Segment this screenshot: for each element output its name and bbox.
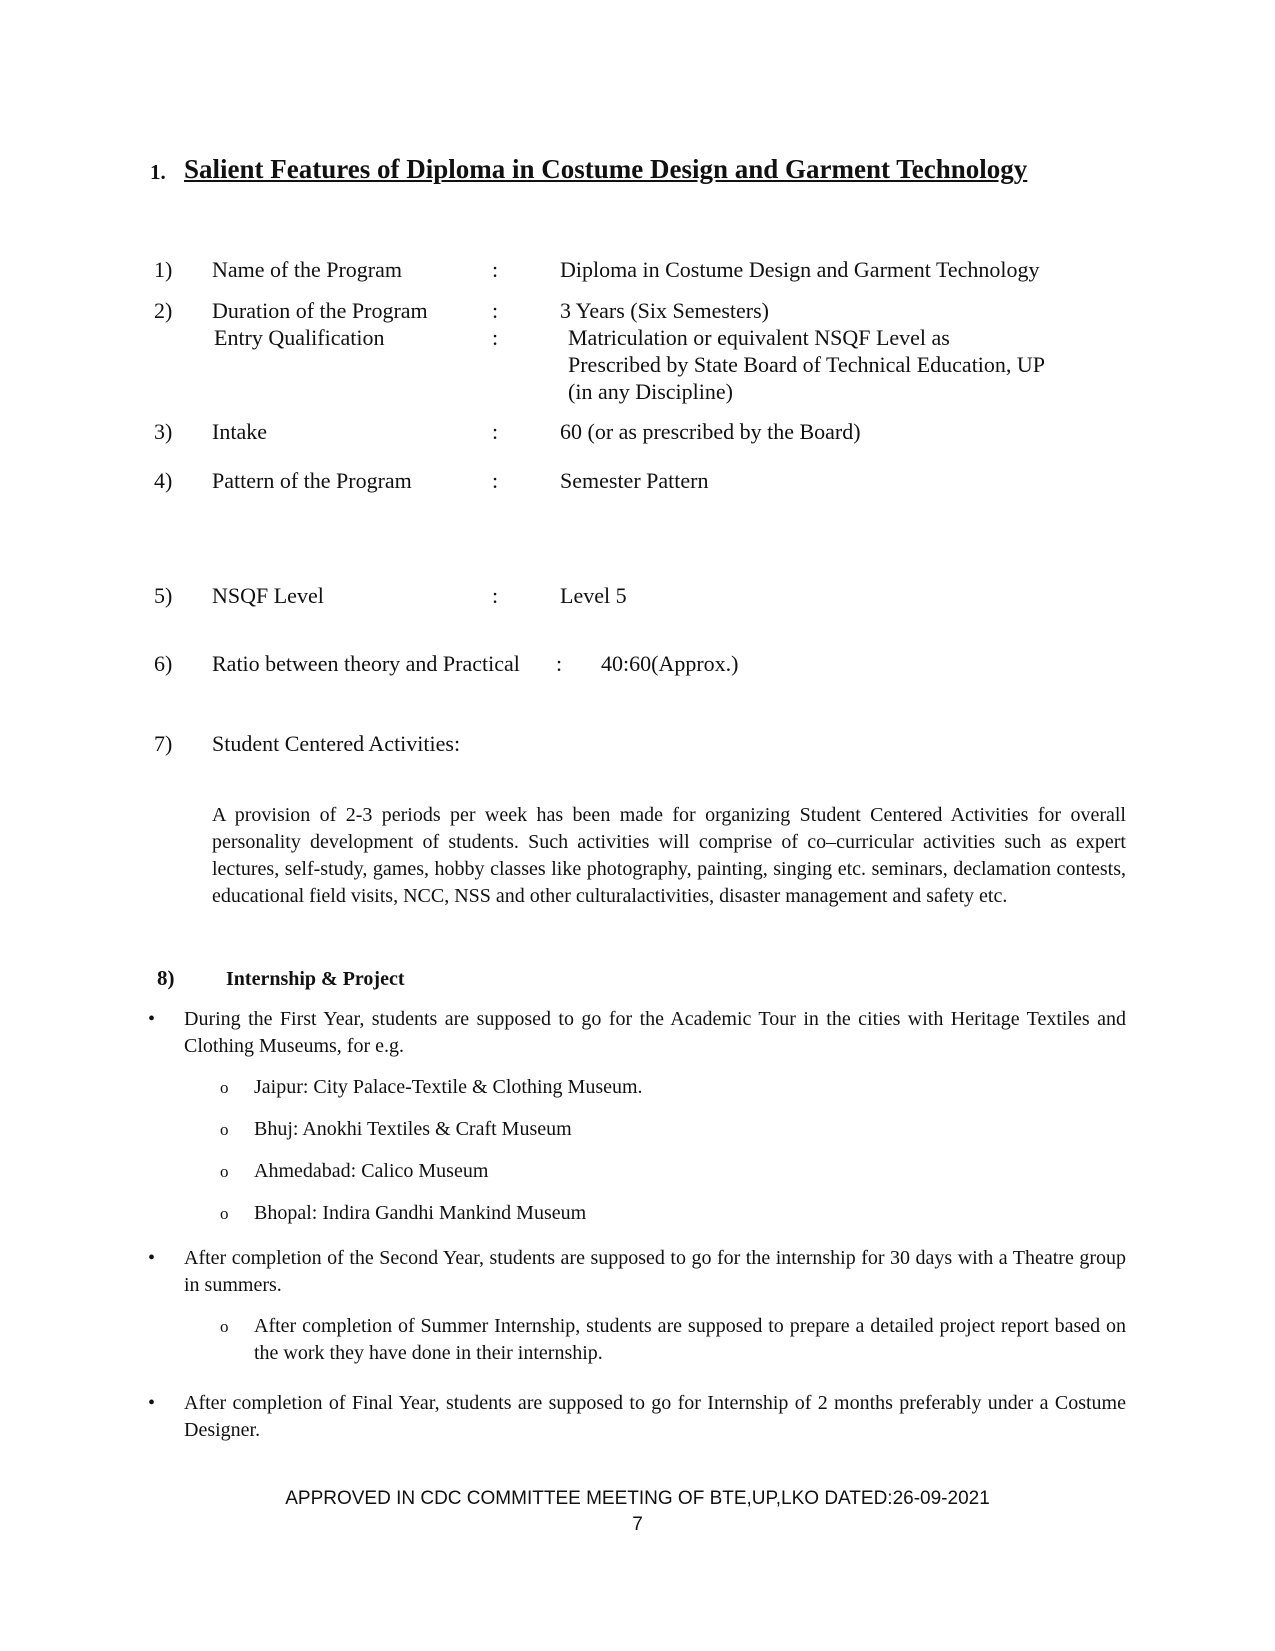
museum-item: Ahmedabad: Calico Museum — [254, 1160, 489, 1182]
bullet-text-final-year: After completion of Final Year, students are supposed to go for Internship of 2 months preferably under a Costume Designer. — [184, 1392, 1126, 1441]
row-4-number: 4) — [154, 468, 173, 493]
row-2b-label: Entry Qualification — [214, 325, 385, 350]
row-6-value: 40:60(Approx.) — [601, 651, 739, 676]
row-5-colon: : — [492, 583, 499, 608]
row-2b-value-line-2: Prescribed by State Board of Technical Education, UP — [568, 352, 1046, 377]
row-3-label: Intake — [212, 419, 267, 444]
row-2-label: Duration of the Program — [212, 298, 428, 323]
row-2-number: 2) — [154, 298, 173, 323]
museum-item: Bhuj: Anokhi Textiles & Craft Museum — [254, 1118, 572, 1140]
row-2b-colon: : — [492, 325, 499, 350]
row-1-value: Diploma in Costume Design and Garment Technology — [560, 257, 1040, 282]
row-3-colon: : — [492, 419, 499, 444]
row-5-label: NSQF Level — [212, 583, 324, 608]
sub-bullet-icon: o — [220, 1317, 229, 1336]
row-2b-value-line-3: (in any Discipline) — [568, 379, 733, 404]
bullet-icon: • — [148, 1247, 156, 1269]
row-2-colon: : — [492, 298, 499, 323]
bullet-icon: • — [148, 1392, 156, 1414]
row-1-number: 1) — [154, 257, 173, 282]
row-6-colon: : — [556, 651, 563, 676]
sub-bullet-icon: o — [220, 1162, 229, 1181]
heading-number: 1. — [150, 160, 166, 184]
row-3-number: 3) — [154, 419, 173, 444]
row-3-value: 60 (or as prescribed by the Board) — [560, 419, 861, 444]
section-8-number: 8) — [157, 966, 175, 990]
footer-approval: APPROVED IN CDC COMMITTEE MEETING OF BTE,UP,LKO DATED:26-09-2021 — [285, 1488, 990, 1509]
sub-bullet-icon: o — [220, 1120, 229, 1139]
row-5-number: 5) — [154, 583, 173, 608]
row-4-label: Pattern of the Program — [212, 468, 412, 493]
row-2-value: 3 Years (Six Semesters) — [560, 298, 769, 323]
row-1-colon: : — [492, 257, 499, 282]
bullet-text-first-year: During the First Year, students are supposed to go for the Academic Tour in the cities with Heritage Textiles and Clothing Museums, for e.g. — [184, 1008, 1126, 1057]
section-8-title: Internship & Project — [226, 968, 405, 990]
sub-text-project-report: After completion of Summer Internship, students are supposed to prepare a detailed project report based on the work they have done in their internship. — [254, 1315, 1126, 1364]
activities-paragraph: A provision of 2-3 periods per week has been made for organizing Student Centered Activities for overall personality development of students. Such activities will comprise of co–curricular activities such as expert lectures, self-study, games, hobby classes like photography, painting, singing etc. seminars, declamation contests, educational field visits, NCC, NSS and other culturalactivities, disaster management and safety etc. — [212, 804, 1126, 907]
bullet-text-second-year: After completion of the Second Year, students are supposed to go for the internship for 30 days with a Theatre group in summers. — [184, 1247, 1126, 1296]
row-7-label: Student Centered Activities: — [212, 731, 461, 756]
sub-bullet-icon: o — [220, 1078, 229, 1097]
row-6-number: 6) — [154, 651, 173, 676]
row-6-label: Ratio between theory and Practical — [212, 651, 520, 676]
row-2b-value-line-1: Matriculation or equivalent NSQF Level as — [568, 325, 950, 350]
sub-bullet-icon: o — [220, 1204, 229, 1223]
museum-item: Jaipur: City Palace-Textile & Clothing Museum. — [254, 1076, 643, 1098]
row-4-colon: : — [492, 468, 499, 493]
row-1-label: Name of the Program — [212, 257, 402, 282]
row-5-value: Level 5 — [560, 583, 627, 608]
page-title: Salient Features of Diploma in Costume Design and Garment Technology — [184, 154, 1028, 184]
row-7-number: 7) — [154, 731, 173, 756]
bullet-icon: • — [148, 1008, 156, 1030]
museum-item: Bhopal: Indira Gandhi Mankind Museum — [254, 1202, 587, 1224]
page-number: 7 — [632, 1514, 643, 1535]
row-4-value: Semester Pattern — [560, 468, 709, 493]
